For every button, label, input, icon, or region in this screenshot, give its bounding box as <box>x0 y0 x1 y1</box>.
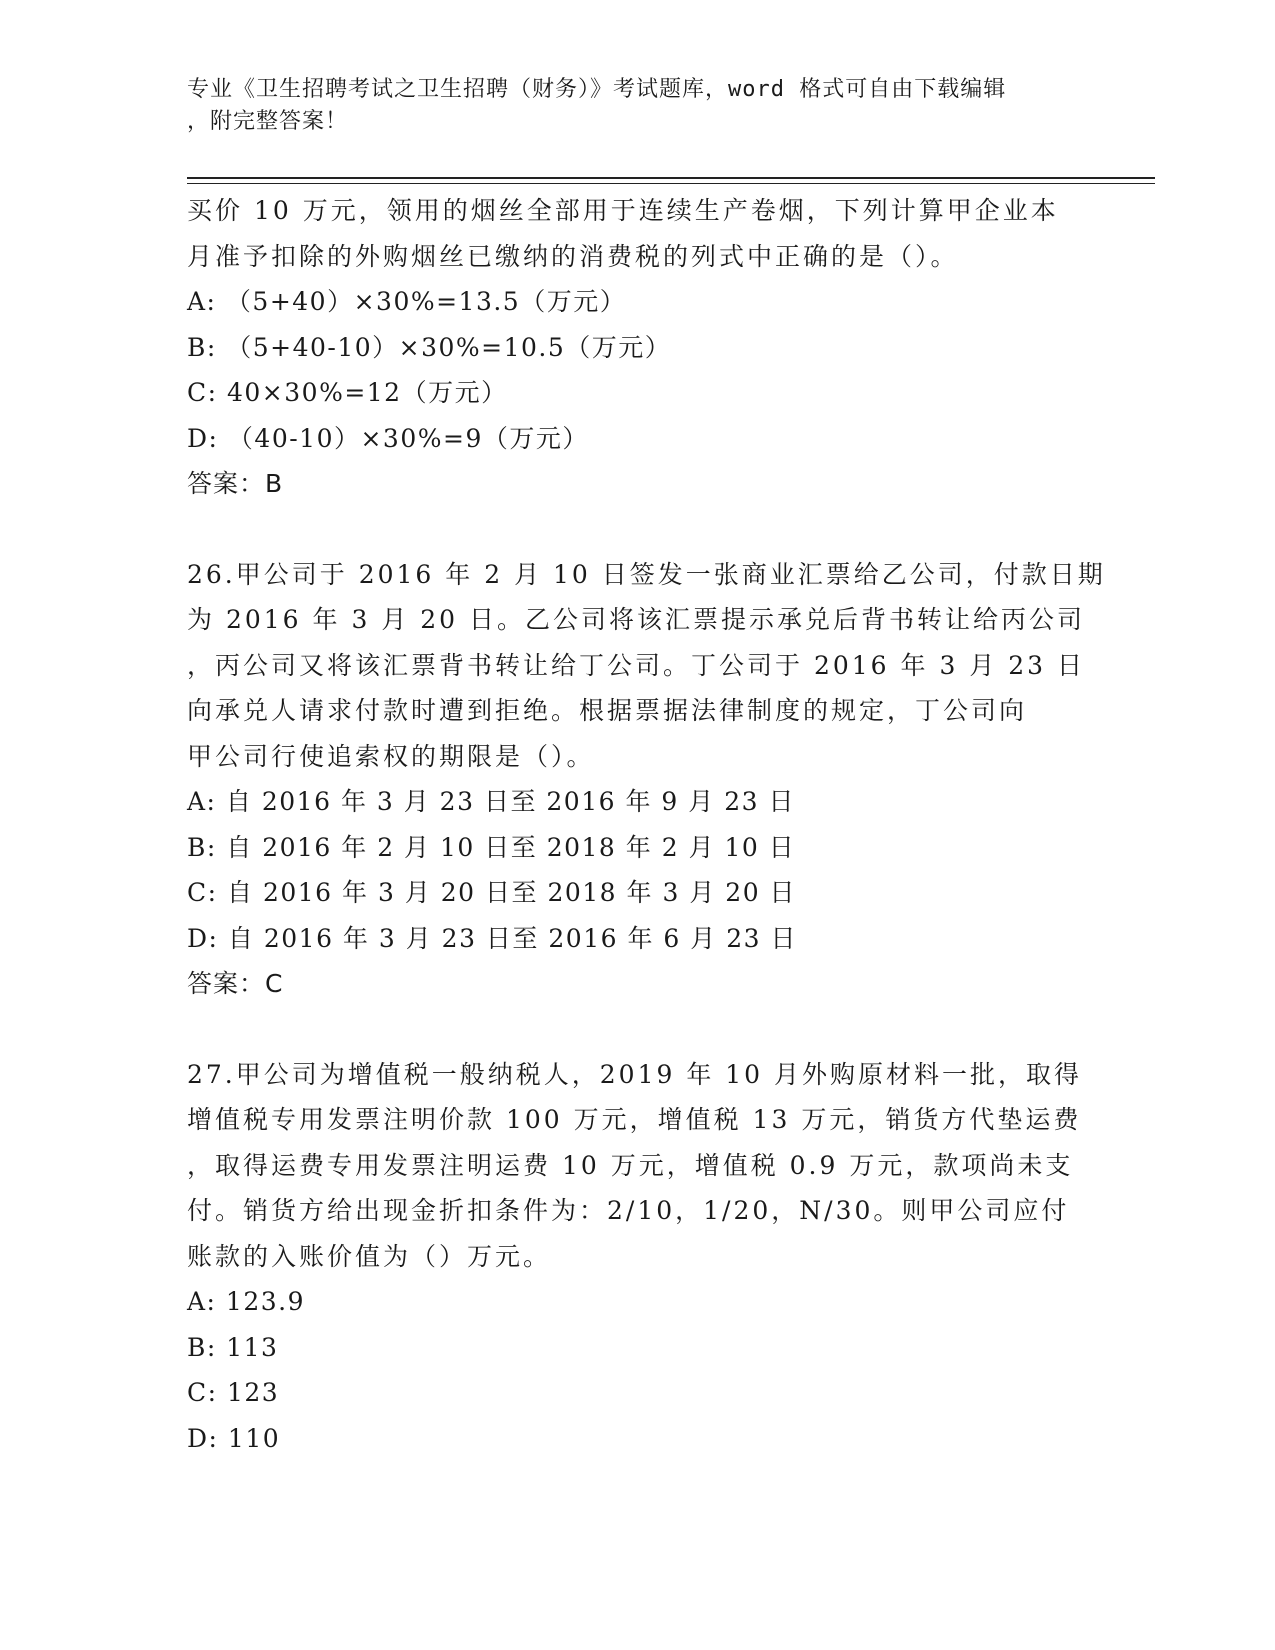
document-header <box>187 74 1067 138</box>
question-text-line: 27.甲公司为增值税一般纳税人，2019 年 10 月外购原材料一批，取得 <box>187 1059 1083 1089</box>
option-d: D: （40-10）×30%=9（万元） <box>187 423 589 453</box>
option-a: A: （5+40）×30%=13.5（万元） <box>187 287 627 316</box>
answer-line: 答案：C <box>187 969 284 998</box>
option-c: C: 123 <box>187 1378 280 1407</box>
question-26 <box>187 552 1106 1007</box>
spacer <box>187 1007 1087 1052</box>
question-text-line: 甲公司行使追索权的期限是（）。 <box>187 741 595 771</box>
answer-line: 答案：B <box>187 469 284 498</box>
question-text-line: ，丙公司又将该汇票背书转让给丁公司。丁公司于 2016 年 3 月 23 日 <box>187 650 1086 680</box>
option-c: C: 40×30%=12（万元） <box>187 378 508 407</box>
question-text-line: 买价 10 万元，领用的烟丝全部用于连续生产卷烟，下列计算甲企业本 <box>187 196 1059 225</box>
header-line-1: 专业《卫生招聘考试之卫生招聘（财务）》考试题库，word 格式可自由下载编辑 <box>187 77 1007 102</box>
question-content <box>187 188 1106 1461</box>
option-a: A: 自 2016 年 3 月 23 日至 2016 年 9 月 23 日 <box>187 787 795 816</box>
spacer <box>187 507 1087 552</box>
option-b: B: 113 <box>187 1332 279 1362</box>
option-d: D: 自 2016 年 3 月 23 日至 2016 年 6 月 23 日 <box>187 923 797 953</box>
question-text-line: 月准予扣除的外购烟丝已缴纳的消费税的列式中正确的是（）。 <box>187 241 959 271</box>
option-c: C: 自 2016 年 3 月 20 日至 2018 年 3 月 20 日 <box>187 878 797 907</box>
question-text-line: ，取得运费专用发票注明运费 10 万元，增值税 0.9 万元，款项尚未支 <box>187 1150 1074 1180</box>
question-text-line: 账款的入账价值为（）万元。 <box>187 1241 552 1271</box>
question-text-line: 为 2016 年 3 月 20 日。乙公司将该汇票提示承兑后背书转让给丙公司 <box>187 605 1086 634</box>
header-rule-thin <box>187 183 1155 184</box>
header-line-2: ，附完整答案！ <box>187 109 349 134</box>
option-b: B: （5+40-10）×30%=10.5（万元） <box>187 332 672 362</box>
option-b: B: 自 2016 年 2 月 10 日至 2018 年 2 月 10 日 <box>187 832 796 862</box>
question-25 <box>187 188 1087 507</box>
question-text-line: 付。销货方给出现金折扣条件为：2/10，1/20，N/30。则甲公司应付 <box>187 1196 1070 1225</box>
option-d: D: 110 <box>187 1423 281 1453</box>
question-text-line: 增值税专用发票注明价款 100 万元，增值税 13 万元，销货方代垫运费 <box>187 1105 1082 1134</box>
option-a: A: 123.9 <box>187 1287 305 1316</box>
question-text-line: 26.甲公司于 2016 年 2 月 10 日签发一张商业汇票给乙公司，付款日期 <box>187 559 1106 589</box>
header-rule-thick <box>187 177 1155 179</box>
question-27 <box>187 1052 1087 1462</box>
question-text-line: 向承兑人请求付款时遭到拒绝。根据票据法律制度的规定，丁公司向 <box>187 696 1028 725</box>
